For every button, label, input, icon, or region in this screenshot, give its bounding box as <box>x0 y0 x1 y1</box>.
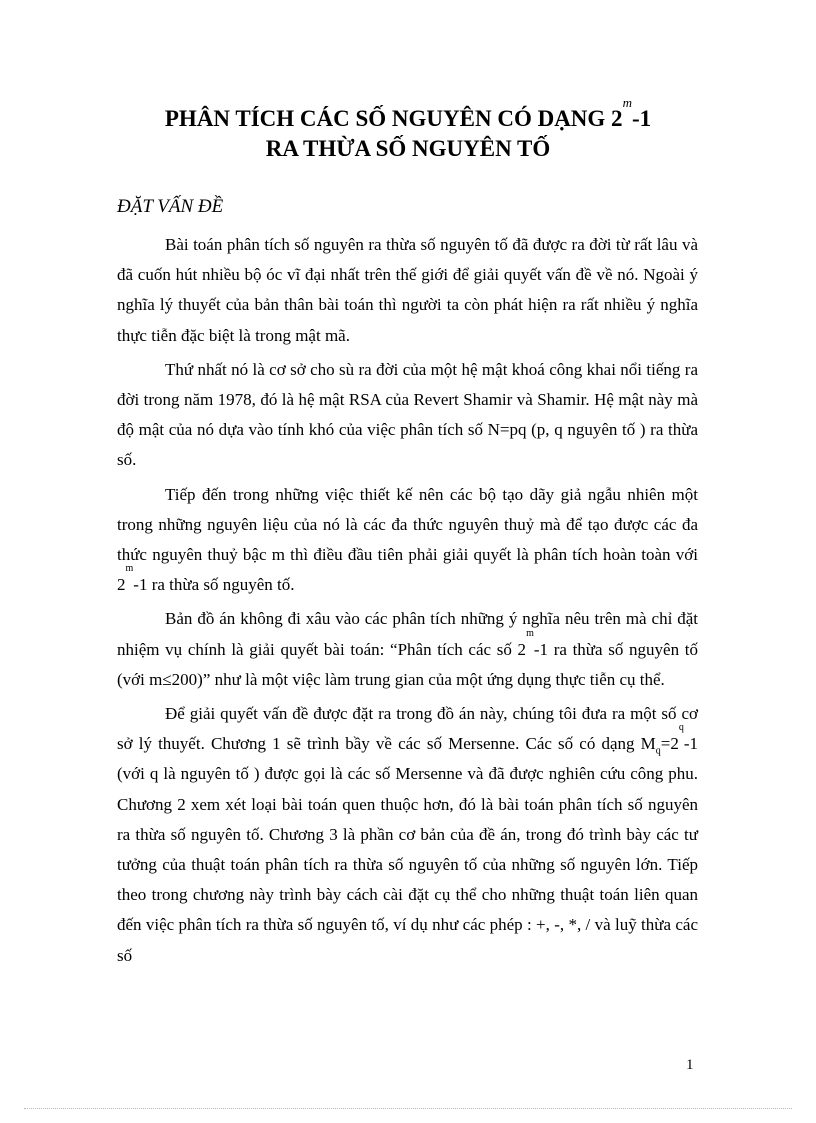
paragraph-4-text-end: -1 ra thừa số nguyên tố (với m≤200)” như là một việc làm trung gian của một ứng dụng thực tiễn cụ thể. <box>117 639 699 689</box>
title-exponent: m <box>622 95 632 110</box>
document-title <box>100 95 716 164</box>
title-line-1 <box>100 95 716 134</box>
paragraph-1: Bài toán phân tích số nguyên ra thừa số nguyên tố đã được ra đời từ rất lâu và đã cuốn hút nhiều bộ óc vĩ đại nhất trên thế giới để giải quyết vấn đề về nó. Ngoài ý nghĩa lý thuyết của bản thân bài toán thì người ta còn phát hiện ra rất nhiều ý nghĩa thực tiễn đặc biệt là trong mật mã. <box>117 235 698 345</box>
paragraph-3 <box>117 480 698 601</box>
paragraph-5-equals: =2 <box>660 734 679 754</box>
paragraph-5-text-end: -1 (với q là nguyên tố ) được gọi là các số Mersenne và đã được nghiên cứu công phu. Chương 2 xem xét loại bài toán quen thuộc hơn, đó là bài toán phân tích số nguyên ra thừa số nguyên tố. Chương 3 là phần cơ bản của đề án, trong đó trình bày các tư tưởng của thuật toán phân tích ra thừa số nguyên tố của những số nguyên lớn. Tiếp theo trong chương này trình bày cách cài đặt cụ thể cho những thuật toán liên quan đến việc phân tích ra thừa số nguyên tố, ví dụ như các phép : +, -, *, / và luỹ thừa các số <box>117 734 698 965</box>
paragraph-4-exponent: m <box>526 627 534 639</box>
title-line-2: RA THỪA SỐ NGUYÊN TỐ <box>265 136 551 161</box>
page-number: 1 <box>686 1057 694 1073</box>
paragraph-5 <box>117 699 698 971</box>
section-heading: ĐẶT VẤN ĐỀ <box>117 196 224 217</box>
paragraph-3-text: Tiếp đến trong những việc thiết kế nên các bộ tạo dãy giả ngẫu nhiên một trong những nguyên liệu của nó là các đa thức nguyên thuỷ mà để tạo được các đa thức nguyên thuỷ bậc m thì điều đầu tiên phải giải quyết là phân tích hoàn toàn với 2 <box>117 484 698 595</box>
paragraph-5-exponent: q <box>678 722 684 734</box>
paragraph-4 <box>117 604 698 695</box>
paragraph-2: Thứ nhất nó là cơ sở cho sù ra đời của một hệ mật khoá công khai nổi tiếng ra đời trong năm 1978, đó là hệ mật RSA của Revert Shamir và Shamir. Hệ mật này mà độ mật của nó dựa vào tính khó của việc phân tích số N=pq (p, q nguyên tố ) ra thừa số. <box>117 359 698 470</box>
paragraph-3-exponent: m <box>125 563 134 575</box>
body-text <box>117 230 698 975</box>
paragraph-3-text-end: -1 ra thừa số nguyên tố. <box>133 575 295 595</box>
footer-divider <box>24 1108 792 1109</box>
paragraph-5-subscript: q <box>655 745 661 757</box>
title-suffix: -1 <box>631 106 652 131</box>
paragraph-4-text: Bản đồ án không đi xâu vào các phân tích những ý nghĩa nêu trên mà chỉ đặt nhiệm vụ chính là giải quyết bài toán: “Phân tích các số 2 <box>117 609 698 659</box>
paragraph-5-text: Để giải quyết vấn đề được đặt ra trong đồ án này, chúng tôi đưa ra một số cơ sở lý thuyết. Chương 1 sẽ trình bầy về các số Mersenne. Các số có dạng M <box>117 704 698 754</box>
title-text: PHÂN TÍCH CÁC SỐ NGUYÊN CÓ DẠNG 2 <box>164 106 623 131</box>
